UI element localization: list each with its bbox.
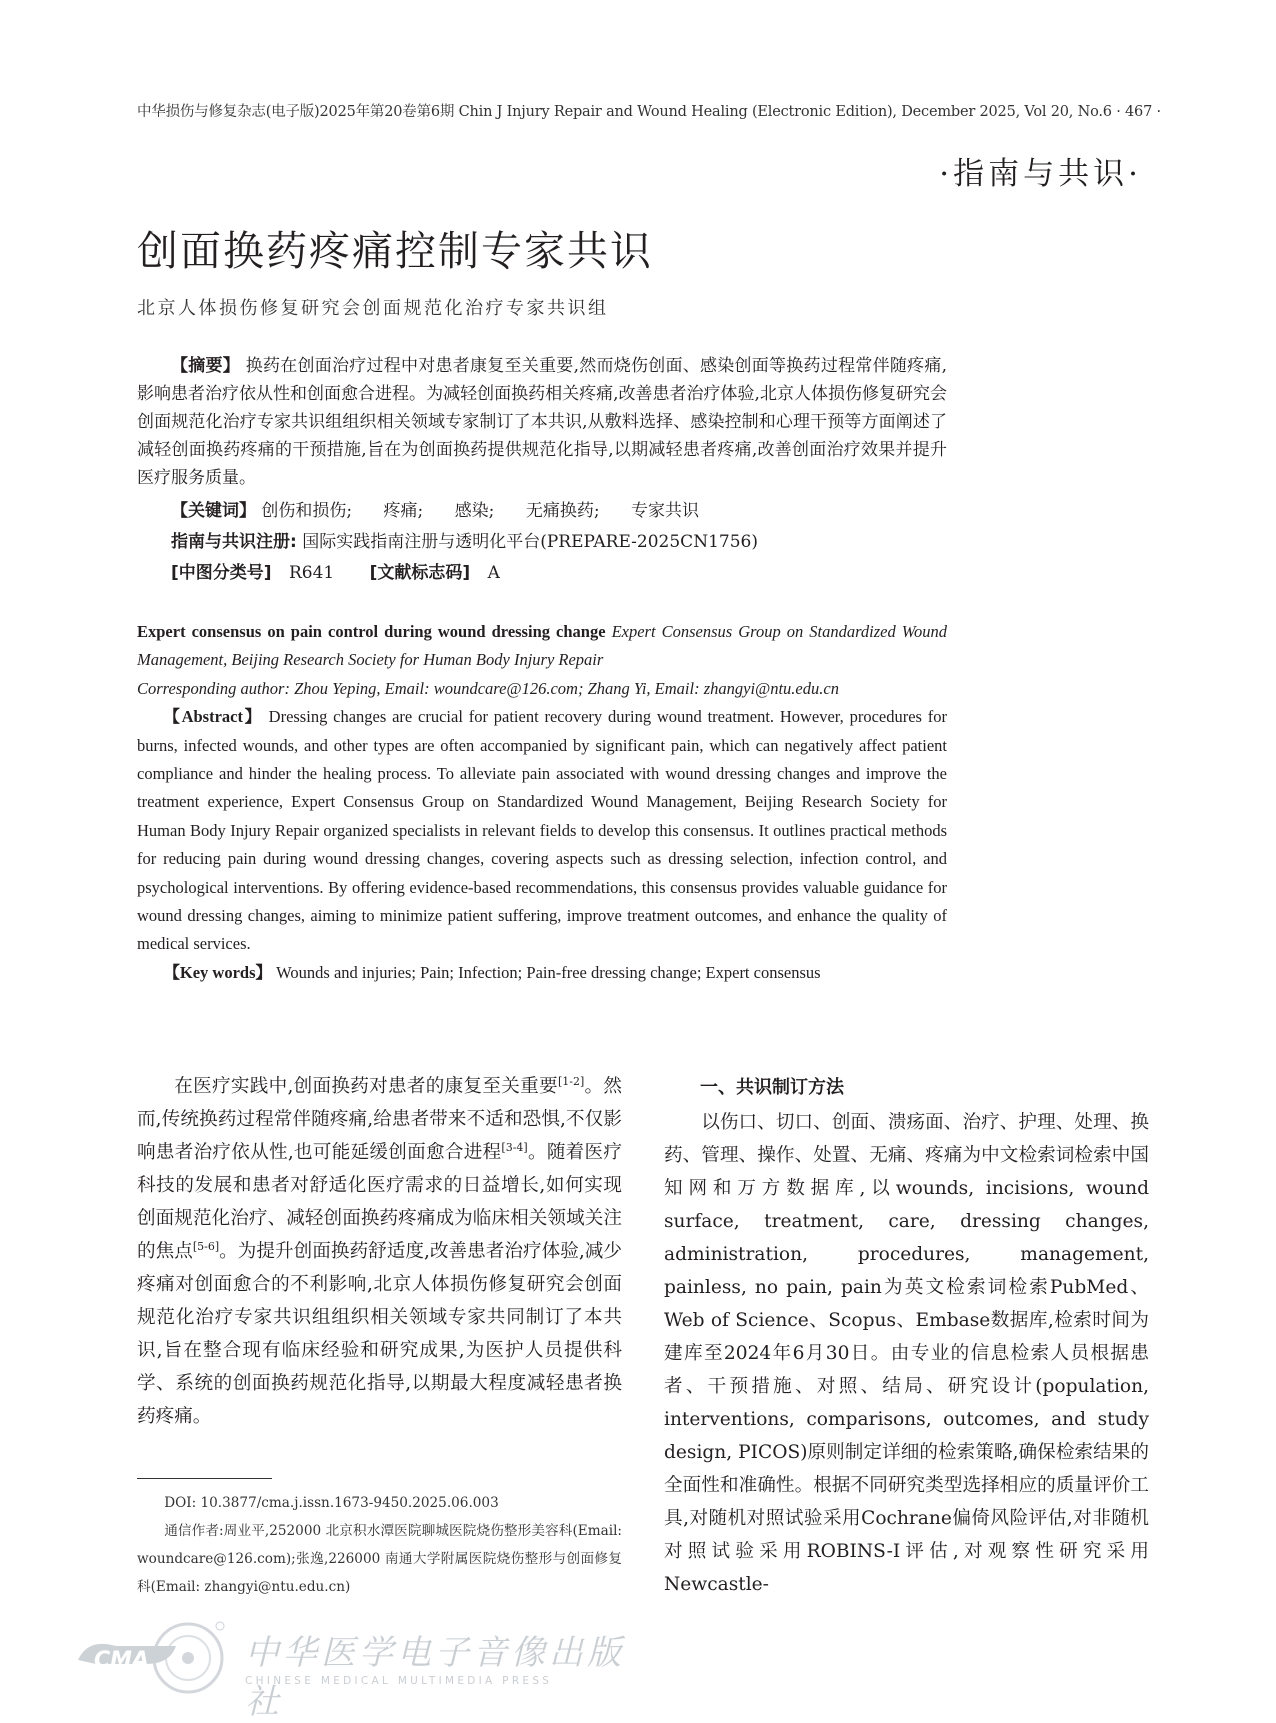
keyword: 疼痛; bbox=[383, 501, 424, 521]
citation: [3-4] bbox=[501, 1140, 528, 1154]
section-heading: 一、共识制订方法 bbox=[700, 1077, 844, 1098]
clc-value: R641 bbox=[288, 563, 335, 583]
citation: [1-2] bbox=[557, 1074, 585, 1088]
keyword: 专家共识 bbox=[630, 501, 699, 521]
abstract-text: 换药在创面治疗过程中对患者康复至关重要,然而烧伤创面、感染创面等换药过程常伴随疼痛,影响患者治疗依从性和创面愈合进程。为减轻创面换药相关疼痛,改善患者治疗体验,北京人体损伤修复研究会创面规范化治疗专家共识组组织相关领域专家制订了本共识,从敷料选择、感染控制和心理干预等方面阐述了减轻创面换药疼痛的干预措施,旨在为创面换药提供规范化指导,以期减轻患者疼痛,改善创面治疗效果并提升医疗服务质量。 bbox=[137, 356, 948, 488]
running-head: 中华损伤与修复杂志(电子版)2025年第20卷第6期 Chin J Injury Repair and Wound Healing (Electronic Edition), December 2025, Vol 20, No.6 · 467 · bbox=[137, 104, 1161, 120]
english-abstract-text: Dressing changes are crucial for patient recovery during wound treatment. However, procedures for burns, infected wounds, and other types are often accompanied by significant pain, which can negatively affect patient compliance and hinder the healing process. To alleviate pain associated with wound dressing changes and improve the treatment experience, Expert Consensus Group on Standardized Wound Management, Beijing Research Society for Human Body Injury Repair organized specialists in relevant fields to develop this consensus. It outlines practical methods for reducing pain during wound dressing changes, covering aspects such as dressing selection, infection control, and psychological interventions. By offering evidence-based recommendations, this consensus provides valuable guidance for wound dressing changes, aiming to minimize patient suffering, improve treatment outcomes, and enhance the quality of medical services. bbox=[137, 707, 948, 954]
footnote-rule bbox=[137, 1478, 272, 1479]
intro-paragraph bbox=[137, 1070, 622, 1433]
text-run: 。随着医疗科技的发展和患者对舒适化医疗需求的日益增长,如何实现创面规范化治疗、减轻创面换药疼痛成为临床相关领域关注的焦点 bbox=[137, 1142, 622, 1262]
english-keywords-text: Wounds and injuries; Pain; Infection; Pain-free dressing change; Expert consensus bbox=[276, 962, 821, 982]
text-run: 。为提升创面换药舒适度,改善患者治疗体验,减少疼痛对创面愈合的不利影响,北京人体损伤修复研究会创面规范化治疗专家共识组组织相关领域专家共同制订了本共识,旨在整合现有临床经验和研究成果,为医护人员提供科学、系统的创面换药规范化指导,以期最大程度减轻患者换药疼痛。 bbox=[137, 1241, 622, 1427]
text-run: 。然而,传统换药过程常伴随疼痛,给患者带来不适和恐惧,不仅影响患者治疗依从性,也可能延缓创面愈合进程 bbox=[137, 1076, 622, 1163]
clc-label: [中图分类号] bbox=[171, 563, 272, 583]
chinese-abstract bbox=[137, 352, 947, 492]
citation: [5-6] bbox=[192, 1239, 220, 1253]
english-keywords bbox=[137, 959, 947, 987]
publisher-name-en: CHINESE MEDICAL MULTIMEDIA PRESS bbox=[245, 1675, 553, 1687]
classification-line bbox=[171, 558, 947, 589]
english-abstract-label: 【Abstract】 bbox=[163, 707, 263, 727]
footnote bbox=[137, 1489, 622, 1601]
cma-logo-icon bbox=[70, 1620, 240, 1700]
english-title-line bbox=[137, 618, 947, 675]
english-abstract-block bbox=[137, 618, 947, 987]
keyword: 无痛换药; bbox=[525, 501, 600, 521]
doc-code-label: [文献标志码] bbox=[369, 563, 471, 583]
chinese-keywords bbox=[171, 496, 947, 527]
corresponding-author: Corresponding author: Zhou Yeping, Email: woundcare@126.com; Zhang Yi, Email: zhangyi@ntu.edu.cn bbox=[137, 678, 839, 698]
doi: DOI: 10.3877/cma.j.issn.1673-9450.2025.06.003 bbox=[164, 1495, 499, 1511]
abstract-label: 【摘要】 bbox=[171, 356, 241, 376]
section-tag: ·指南与共识· bbox=[939, 156, 1142, 192]
text-run: 在医疗实践中,创面换药对患者的康复至关重要 bbox=[174, 1076, 558, 1097]
svg-text:CMA: CMA bbox=[94, 1648, 150, 1673]
authors: 北京人体损伤修复研究会创面规范化治疗专家共识组 bbox=[137, 298, 609, 319]
doc-code-value: A bbox=[487, 563, 500, 583]
english-keywords-label: 【Key words】 bbox=[163, 962, 273, 982]
keyword: 创伤和损伤; bbox=[261, 501, 353, 521]
keyword: 感染; bbox=[454, 501, 495, 521]
publisher-name-cn: 中华医学电子音像出版社 bbox=[245, 1633, 625, 1722]
english-title: Expert consensus on pain control during wound dressing change bbox=[137, 622, 606, 641]
publisher-logo-area bbox=[70, 1615, 630, 1722]
chinese-abstract-block bbox=[137, 352, 947, 589]
body-left-column bbox=[137, 1070, 622, 1433]
keywords-label: 【关键词】 bbox=[171, 501, 256, 521]
registration-line bbox=[171, 527, 947, 558]
english-abstract bbox=[137, 703, 947, 959]
corresponding-address: 通信作者:周业平,252000 北京积水潭医院聊城医院烧伤整形美容科(Email: woundcare@126.com);张逸,226000 南通大学附属医院烧伤整形与创面修复科(Email: zhangyi@ntu.edu.cn) bbox=[137, 1523, 622, 1595]
registration-text: 国际实践指南注册与透明化平台(PREPARE-2025CN1756) bbox=[302, 532, 758, 552]
english-group: Expert Consensus Group on Standardized Wound Management, Beijing Research Society for Human Body Injury Repair bbox=[137, 622, 948, 670]
article-title: 创面换药疼痛控制专家共识 bbox=[137, 227, 653, 275]
methods-paragraph: 以伤口、切口、创面、溃疡面、治疗、护理、处理、换药、管理、操作、处置、无痛、疼痛为中文检索词检索中国知网和万方数据库,以wounds, incisions, wound surface, treatment, care, dressing changes, administration, procedures, management, painless, no pain, pain为英文检索词检索PubMed、Web of Science、Scopus、Embase数据库,检索时间为建库至2024年6月30日。由专业的信息检索人员根据患者、干预措施、对照、结局、研究设计(population, interventions, comparisons, outcomes, and study design, PICOS)原则制定详细的检索策略,确保检索结果的全面性和准确性。根据不同研究类型选择相应的质量评价工具,对随机对照试验采用Cochrane偏倚风险评估,对非随机对照试验采用ROBINS-I评估,对观察性研究采用 Newcastle- bbox=[664, 1112, 1149, 1595]
body-right-column bbox=[664, 1070, 1149, 1601]
registration-label: 指南与共识注册: bbox=[171, 532, 297, 552]
